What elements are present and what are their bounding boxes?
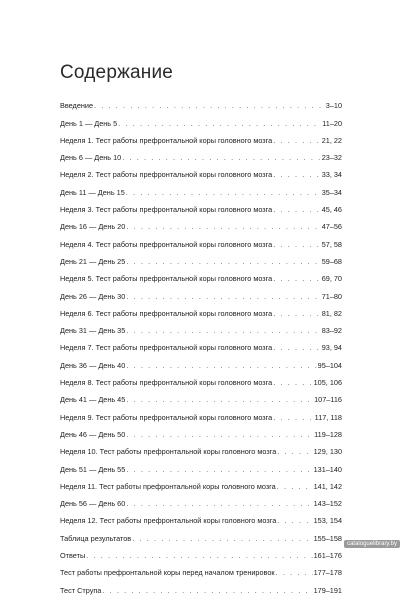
toc-leader-dots (132, 534, 312, 543)
toc-entry-label: Неделя 9. Тест работы префронтальной коры головного мозга (60, 412, 273, 422)
toc-leader-dots (273, 170, 320, 179)
toc-entry-label: Тест работы префронтальной коры перед началом тренировок (60, 568, 275, 578)
toc-entry-pages: 83–92 (321, 326, 342, 336)
toc-entry-pages: 71–80 (321, 291, 342, 301)
toc-leader-dots (126, 361, 316, 370)
toc-entry-label: Тест Струпа (60, 585, 102, 595)
toc-entry (60, 577, 342, 594)
toc-leader-dots (277, 447, 312, 456)
toc-entry-pages: 23–32 (321, 153, 342, 163)
toc-entry-pages: 107–116 (314, 395, 342, 405)
toc-entry-label: Неделя 6. Тест работы префронтальной коры головного мозга (60, 308, 273, 318)
toc-leader-dots (94, 101, 325, 110)
toc-leader-dots (273, 136, 320, 145)
toc-entry-pages: 119–128 (314, 429, 342, 439)
toc-entry-pages: 59–68 (321, 256, 342, 266)
toc-leader-dots (277, 482, 313, 491)
toc-entry-pages: 95–104 (317, 360, 342, 370)
toc-leader-dots (126, 499, 312, 508)
toc-entry-label: День 56 — День 60 (60, 499, 126, 509)
toc-entry-label: День 51 — День 55 (60, 464, 126, 474)
toc-entry-pages: 155–158 (313, 533, 342, 543)
toc-entry (60, 179, 342, 196)
toc-entry (60, 439, 342, 456)
toc-entry-label: День 11 — День 15 (60, 187, 125, 197)
toc-entry-label: Неделя 12. Тест работы префронтальной коры головного мозга (60, 516, 277, 526)
toc-entry-label: День 31 — День 35 (60, 326, 126, 336)
toc-entry-pages: 21, 22 (321, 135, 342, 145)
toc-leader-dots (118, 119, 321, 128)
toc-entry-label: Неделя 5. Тест работы префронтальной коры головного мозга (60, 274, 273, 284)
toc-leader-dots (273, 378, 312, 387)
toc-entry-label: День 16 — День 20 (60, 222, 126, 232)
page-title: Содержание (60, 62, 174, 83)
toc-entry-pages: 11–20 (322, 118, 342, 128)
toc-entry-label: День 6 — День 10 (60, 153, 122, 163)
toc-entry (60, 110, 342, 127)
toc-entry (60, 145, 342, 162)
toc-entry-label: Неделя 2. Тест работы префронтальной коры головного мозга (60, 170, 273, 180)
toc-entry-label: Неделя 3. Тест работы префронтальной коры головного мозга (60, 205, 273, 215)
toc-leader-dots (273, 205, 320, 214)
toc-entry-pages: 45, 46 (321, 205, 342, 215)
toc-entry-label: Ответы (60, 551, 86, 561)
toc-entry (60, 387, 342, 404)
toc-entry-pages: 105, 106 (313, 378, 342, 388)
toc-entry-label: День 1 — День 5 (60, 118, 118, 128)
toc-leader-dots (126, 395, 313, 404)
toc-entry-pages: 35–34 (321, 187, 342, 197)
toc-entry-pages: 153, 154 (313, 516, 342, 526)
toc-leader-dots (273, 240, 320, 249)
toc-entry (60, 352, 342, 369)
toc-entry (60, 456, 342, 473)
toc-entry-pages: 141, 142 (313, 481, 342, 491)
toc-entry (60, 525, 342, 542)
toc-entry-label: Неделя 7. Тест работы префронтальной коры головного мозга (60, 343, 273, 353)
toc-leader-dots (273, 274, 320, 283)
toc-leader-dots (273, 413, 313, 422)
toc-leader-dots (277, 516, 312, 525)
toc-leader-dots (273, 309, 320, 318)
toc-entry-pages: 161–176 (313, 551, 342, 561)
toc-entry-label: День 41 — День 45 (60, 395, 126, 405)
toc-entry-pages: 177–178 (313, 568, 342, 578)
toc-entry-label: Неделя 11. Тест работы префронтальной коры головного мозга (60, 481, 276, 491)
toc-entry-label: День 26 — День 30 (60, 291, 126, 301)
toc-entry-pages: 143–152 (313, 499, 342, 509)
toc-leader-dots (273, 343, 320, 352)
toc-leader-dots (126, 430, 313, 439)
toc-entry-pages: 69, 70 (321, 274, 342, 284)
toc-entry-label: Неделя 10. Тест работы префронтальной коры головного мозга (60, 447, 277, 457)
toc-entry (60, 422, 342, 439)
toc-leader-dots (126, 257, 320, 266)
toc-entry-pages: 93, 94 (321, 343, 342, 353)
toc-entry (60, 93, 342, 110)
toc-entry-label: Неделя 1. Тест работы префронтальной коры головного мозга (60, 135, 273, 145)
toc-leader-dots (102, 586, 312, 595)
toc-entry (60, 249, 342, 266)
toc-entry-label: День 46 — День 50 (60, 429, 126, 439)
toc-entry-label: Введение (60, 101, 94, 111)
toc-entry (60, 231, 342, 248)
toc-entry-pages: 131–140 (313, 464, 342, 474)
toc-entry (60, 543, 342, 560)
toc-entry (60, 491, 342, 508)
toc-entry (60, 404, 342, 421)
toc-entry (60, 301, 342, 318)
toc-entry-pages: 33, 34 (321, 170, 342, 180)
toc-leader-dots (276, 568, 313, 577)
toc-entry-pages: 81, 82 (321, 308, 342, 318)
toc-entry (60, 283, 342, 300)
toc-entry (60, 370, 342, 387)
toc-entry (60, 162, 342, 179)
table-of-contents (60, 93, 342, 595)
toc-entry-pages: 3–10 (325, 101, 342, 111)
toc-entry-label: Неделя 8. Тест работы префронтальной коры головного мозга (60, 378, 273, 388)
toc-leader-dots (126, 326, 320, 335)
toc-entry-pages: 47–56 (321, 222, 342, 232)
toc-leader-dots (122, 153, 320, 162)
toc-entry (60, 266, 342, 283)
toc-leader-dots (126, 188, 321, 197)
toc-leader-dots (126, 292, 320, 301)
toc-entry-label: День 36 — День 40 (60, 360, 126, 370)
toc-entry-pages: 57, 58 (321, 239, 342, 249)
toc-entry (60, 214, 342, 231)
toc-entry (60, 474, 342, 491)
toc-entry (60, 128, 342, 145)
toc-entry-label: Неделя 4. Тест работы префронтальной коры головного мозга (60, 239, 273, 249)
watermark: cataloguelibrary.by (344, 540, 400, 548)
toc-entry (60, 318, 342, 335)
toc-entry-label: Таблица результатов (60, 533, 132, 543)
toc-entry-pages: 129, 130 (313, 447, 342, 457)
toc-entry (60, 508, 342, 525)
toc-entry-pages: 179–191 (313, 585, 342, 595)
toc-leader-dots (126, 465, 312, 474)
toc-entry (60, 197, 342, 214)
toc-leader-dots (86, 551, 312, 560)
toc-entry (60, 560, 342, 577)
toc-entry-pages: 117, 118 (314, 412, 342, 422)
toc-entry (60, 335, 342, 352)
toc-leader-dots (126, 222, 320, 231)
toc-entry-label: День 21 — День 25 (60, 256, 126, 266)
